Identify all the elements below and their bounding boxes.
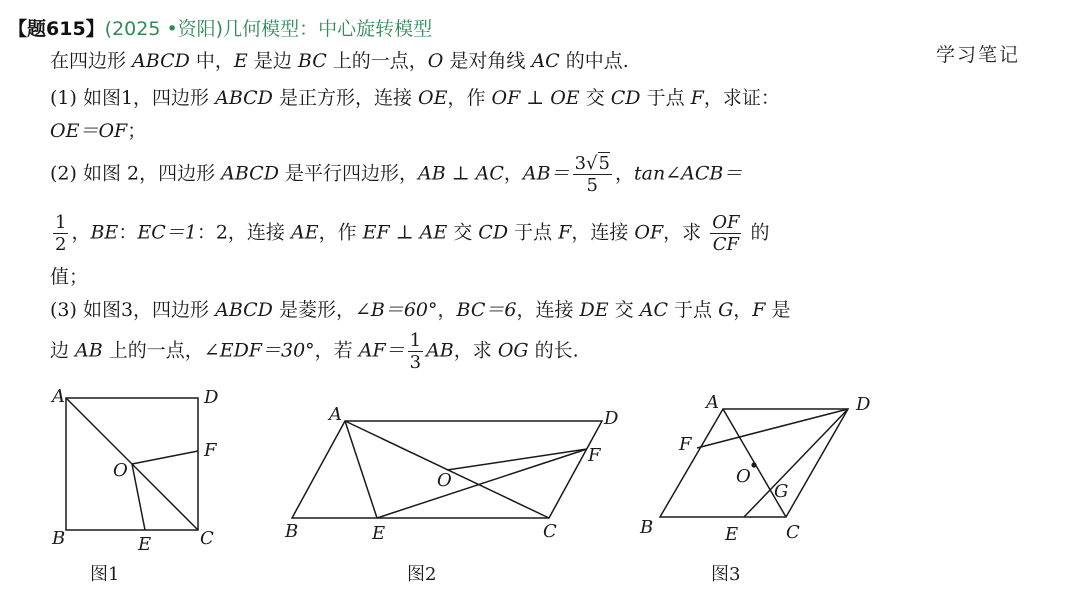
side-note: 学习笔记: [936, 44, 1021, 66]
fig2-label-d: D: [604, 408, 619, 429]
fig1-label-c: C: [200, 528, 214, 549]
fig3-label-g: G: [774, 481, 789, 502]
fig2-label-f: F: [588, 445, 601, 466]
part1-line1: (1) 如图1，四边形 ABCD 是正方形，连接 OE，作 OF ⊥ OE 交 CD 于点 F，求证：: [50, 87, 780, 109]
problem-intro: 在四边形 ABCD 中，E 是边 BC 上的一点，O 是对角线 AC 的中点.: [50, 50, 629, 72]
fig2-label-b: B: [285, 521, 299, 542]
fig1-label-d: D: [204, 387, 219, 408]
fig1-label-o: O: [113, 460, 128, 481]
fig3-label-d: D: [856, 394, 871, 415]
part2-line1: (2) 如图 2，四边形 ABCD 是平行四边形，AB ⊥ AC，AB＝ $\frac{3√5}{5}$ ，tan∠ACB＝: [50, 153, 743, 196]
fraction-half: $\frac{1}{2}$: [55, 212, 67, 255]
fig3-label-c: C: [786, 522, 800, 543]
fig2-segment-of: [447, 449, 587, 470]
fig3-label-f: F: [679, 434, 692, 455]
fraction-of-cf: $\frac{OF}{CF}$: [712, 212, 740, 255]
fig3-caption: 图3: [711, 564, 741, 585]
part3-line2: 边 AB 上的一点，∠EDF＝30°，若 AF＝ $\frac{1}{3}$ AB，求 OG 的长.: [50, 330, 579, 373]
fig3-point-o: [751, 462, 756, 467]
fig2-caption: 图2: [407, 564, 437, 585]
fig1-label-a: A: [52, 386, 65, 407]
fig1-label-e: E: [138, 534, 152, 555]
fraction-third: $\frac{1}{3}$: [409, 330, 422, 373]
fig3-label-a: A: [706, 392, 719, 413]
fig1-caption: 图1: [90, 564, 120, 585]
fig1-label-f: F: [204, 440, 217, 461]
fig3-label-b: B: [640, 517, 654, 538]
fig2-label-c: C: [543, 521, 557, 542]
figure-1: [66, 398, 198, 530]
fraction-ab-value: $\frac{3√5}{5}$: [574, 153, 610, 196]
part2-line2: $\frac{1}{2}$ ，BE：EC＝1：2，连接 AE，作 EF ⊥ AE 交 CD 于点 F，连接 OF，求 $\frac{OF}{CF}$ 的: [55, 212, 770, 255]
fig3-label-o: O: [736, 466, 751, 487]
figure-3: [660, 409, 848, 517]
part2-line3: 值；: [50, 266, 89, 288]
part1-line2: OE＝OF；: [50, 120, 147, 142]
fig3-label-e: E: [725, 524, 739, 545]
fig1-segment-of: [132, 451, 198, 464]
fig1-label-b: B: [52, 528, 66, 549]
part3-line1: (3) 如图3，四边形 ABCD 是菱形，∠B＝60°，BC＝6，连接 DE 交 AC 于点 G，F 是: [50, 299, 791, 321]
problem-number: 【题615】: [8, 18, 105, 40]
problem-source: (2025 •资阳)几何模型：中心旋转模型: [104, 18, 433, 40]
fig2-segment-ae: [345, 421, 377, 518]
fig1-segment-oe: [132, 464, 145, 530]
fig2-label-a: A: [329, 404, 342, 425]
fig2-label-o: O: [437, 470, 452, 491]
fig2-label-e: E: [372, 523, 386, 544]
